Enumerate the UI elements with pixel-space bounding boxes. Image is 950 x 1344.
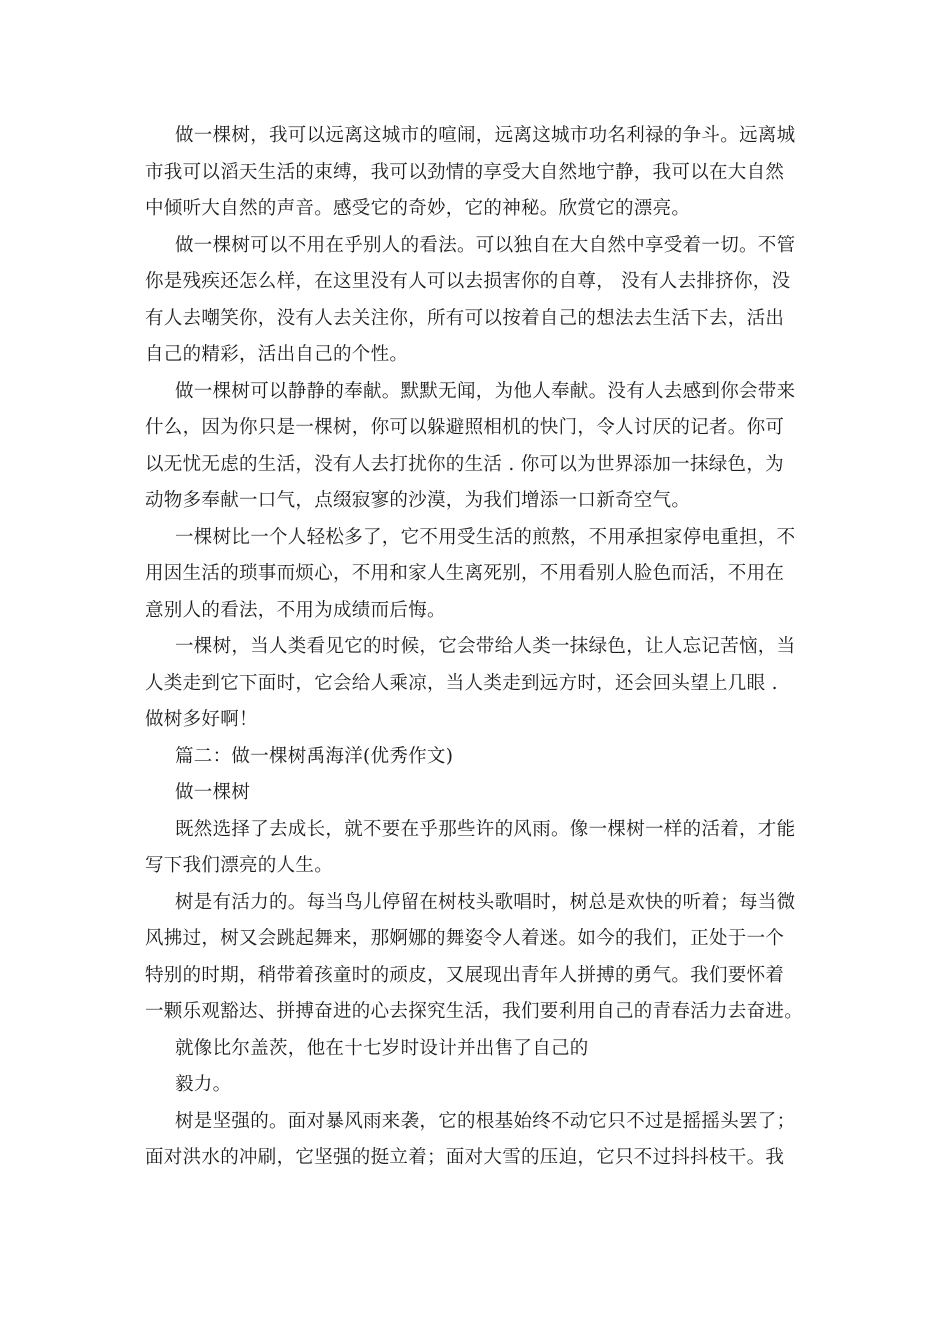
article-title: 做一棵树	[175, 782, 251, 803]
text-line: 既然选择了去成长，就不要在乎那些许的风雨。像一棵树一样的活着，才能	[175, 818, 796, 840]
text-line: 就像比尔盖茨，他在十七岁时设计并出售了自己的	[175, 1037, 589, 1059]
text-line: 树是有活力的。每当鸟儿停留在树枝头歌唱时，树总是欢快的听着；每当微	[175, 891, 796, 913]
text-line: 用因生活的琐事而烦心，不用和家人生离死别，不用看别人脸色而活，不用在	[145, 563, 785, 584]
text-line: 市我可以滔天生活的束缚，我可以劲情的享受大自然地宁静，我可以在大自然	[145, 161, 785, 183]
text-line: 中倾听大自然的声音。感受它的奇妙，它的神秘。欣赏它的漂亮。	[145, 198, 691, 219]
text-line: 意别人的看法，不用为成绩而后悔。	[145, 599, 446, 621]
text-line: 有人去嘲笑你，没有人去关注你，所有可以按着自己的想法去生活下去，活出	[145, 307, 785, 329]
text-line: 做一棵树可以静静的奉献。默默无闻，为他人奉献。没有人去感到你会带来	[175, 380, 796, 402]
text-line: 你是残疾还怎么样，在这里没有人可以去损害你的自尊， 没有人去排挤你，没	[145, 271, 791, 292]
text-line: 以无忧无虑的生活，没有人去打扰你的生活 . 你可以为世界添加一抹绿色，为	[145, 453, 784, 475]
text-line: 一棵树，当人类看见它的时候，它会带给人类一抹绿色，让人忘记苦恼，当	[175, 636, 796, 657]
text-line: 做树多好啊！	[145, 709, 258, 730]
text-line: 做一棵树，我可以远离这城市的喧闹，远离这城市功名利禄的争斗。远离城	[175, 125, 796, 146]
text-line: 风拂过，树又会跳起舞来，那婀娜的舞姿令人着迷。如今的我们，正处于一个	[145, 928, 785, 949]
text-line: 毅力。	[175, 1074, 232, 1095]
text-line: 写下我们漂亮的人生。	[145, 855, 334, 876]
text-line: 特别的时期，稍带着孩童时的顽皮，又展现出青年人拼搏的勇气。我们要怀着	[145, 964, 785, 986]
text-line: 面对洪水的冲刷，它坚强的挺立着；面对大雪的压迫，它只不过抖抖枝干。我	[145, 1147, 785, 1168]
text-line: 自己的精彩，活出自己的个性。	[145, 344, 409, 365]
section-heading: 篇二：做一棵树禹海洋(优秀作文)	[175, 745, 454, 767]
text-line: 一棵树比一个人轻松多了，它不用受生活的煎熬，不用承担家停电重担，不	[175, 526, 796, 548]
text-line: 树是坚强的。面对暴风雨来袭，它的根基始终不动它只不过是摇摇头罢了；	[175, 1110, 796, 1132]
text-line: 什么，因为你只是一棵树，你可以躲避照相机的快门，令人讨厌的记者。你可	[145, 417, 785, 438]
text-line: 动物多奉献一口气，点缀寂寥的沙漠，为我们增添一口新奇空气。	[145, 490, 691, 511]
text-line: 做一棵树可以不用在乎别人的看法。可以独自在大自然中享受着一切。不管	[175, 234, 796, 256]
text-line: 人类走到它下面时，它会给人乘凉，当人类走到远方时，还会回头望上几眼 .	[145, 672, 778, 694]
document-body	[145, 118, 810, 1177]
text-line: 一颗乐观豁达、拼搏奋进的心去探究生活，我们要利用自己的青春活力去奋进。	[145, 1001, 804, 1022]
